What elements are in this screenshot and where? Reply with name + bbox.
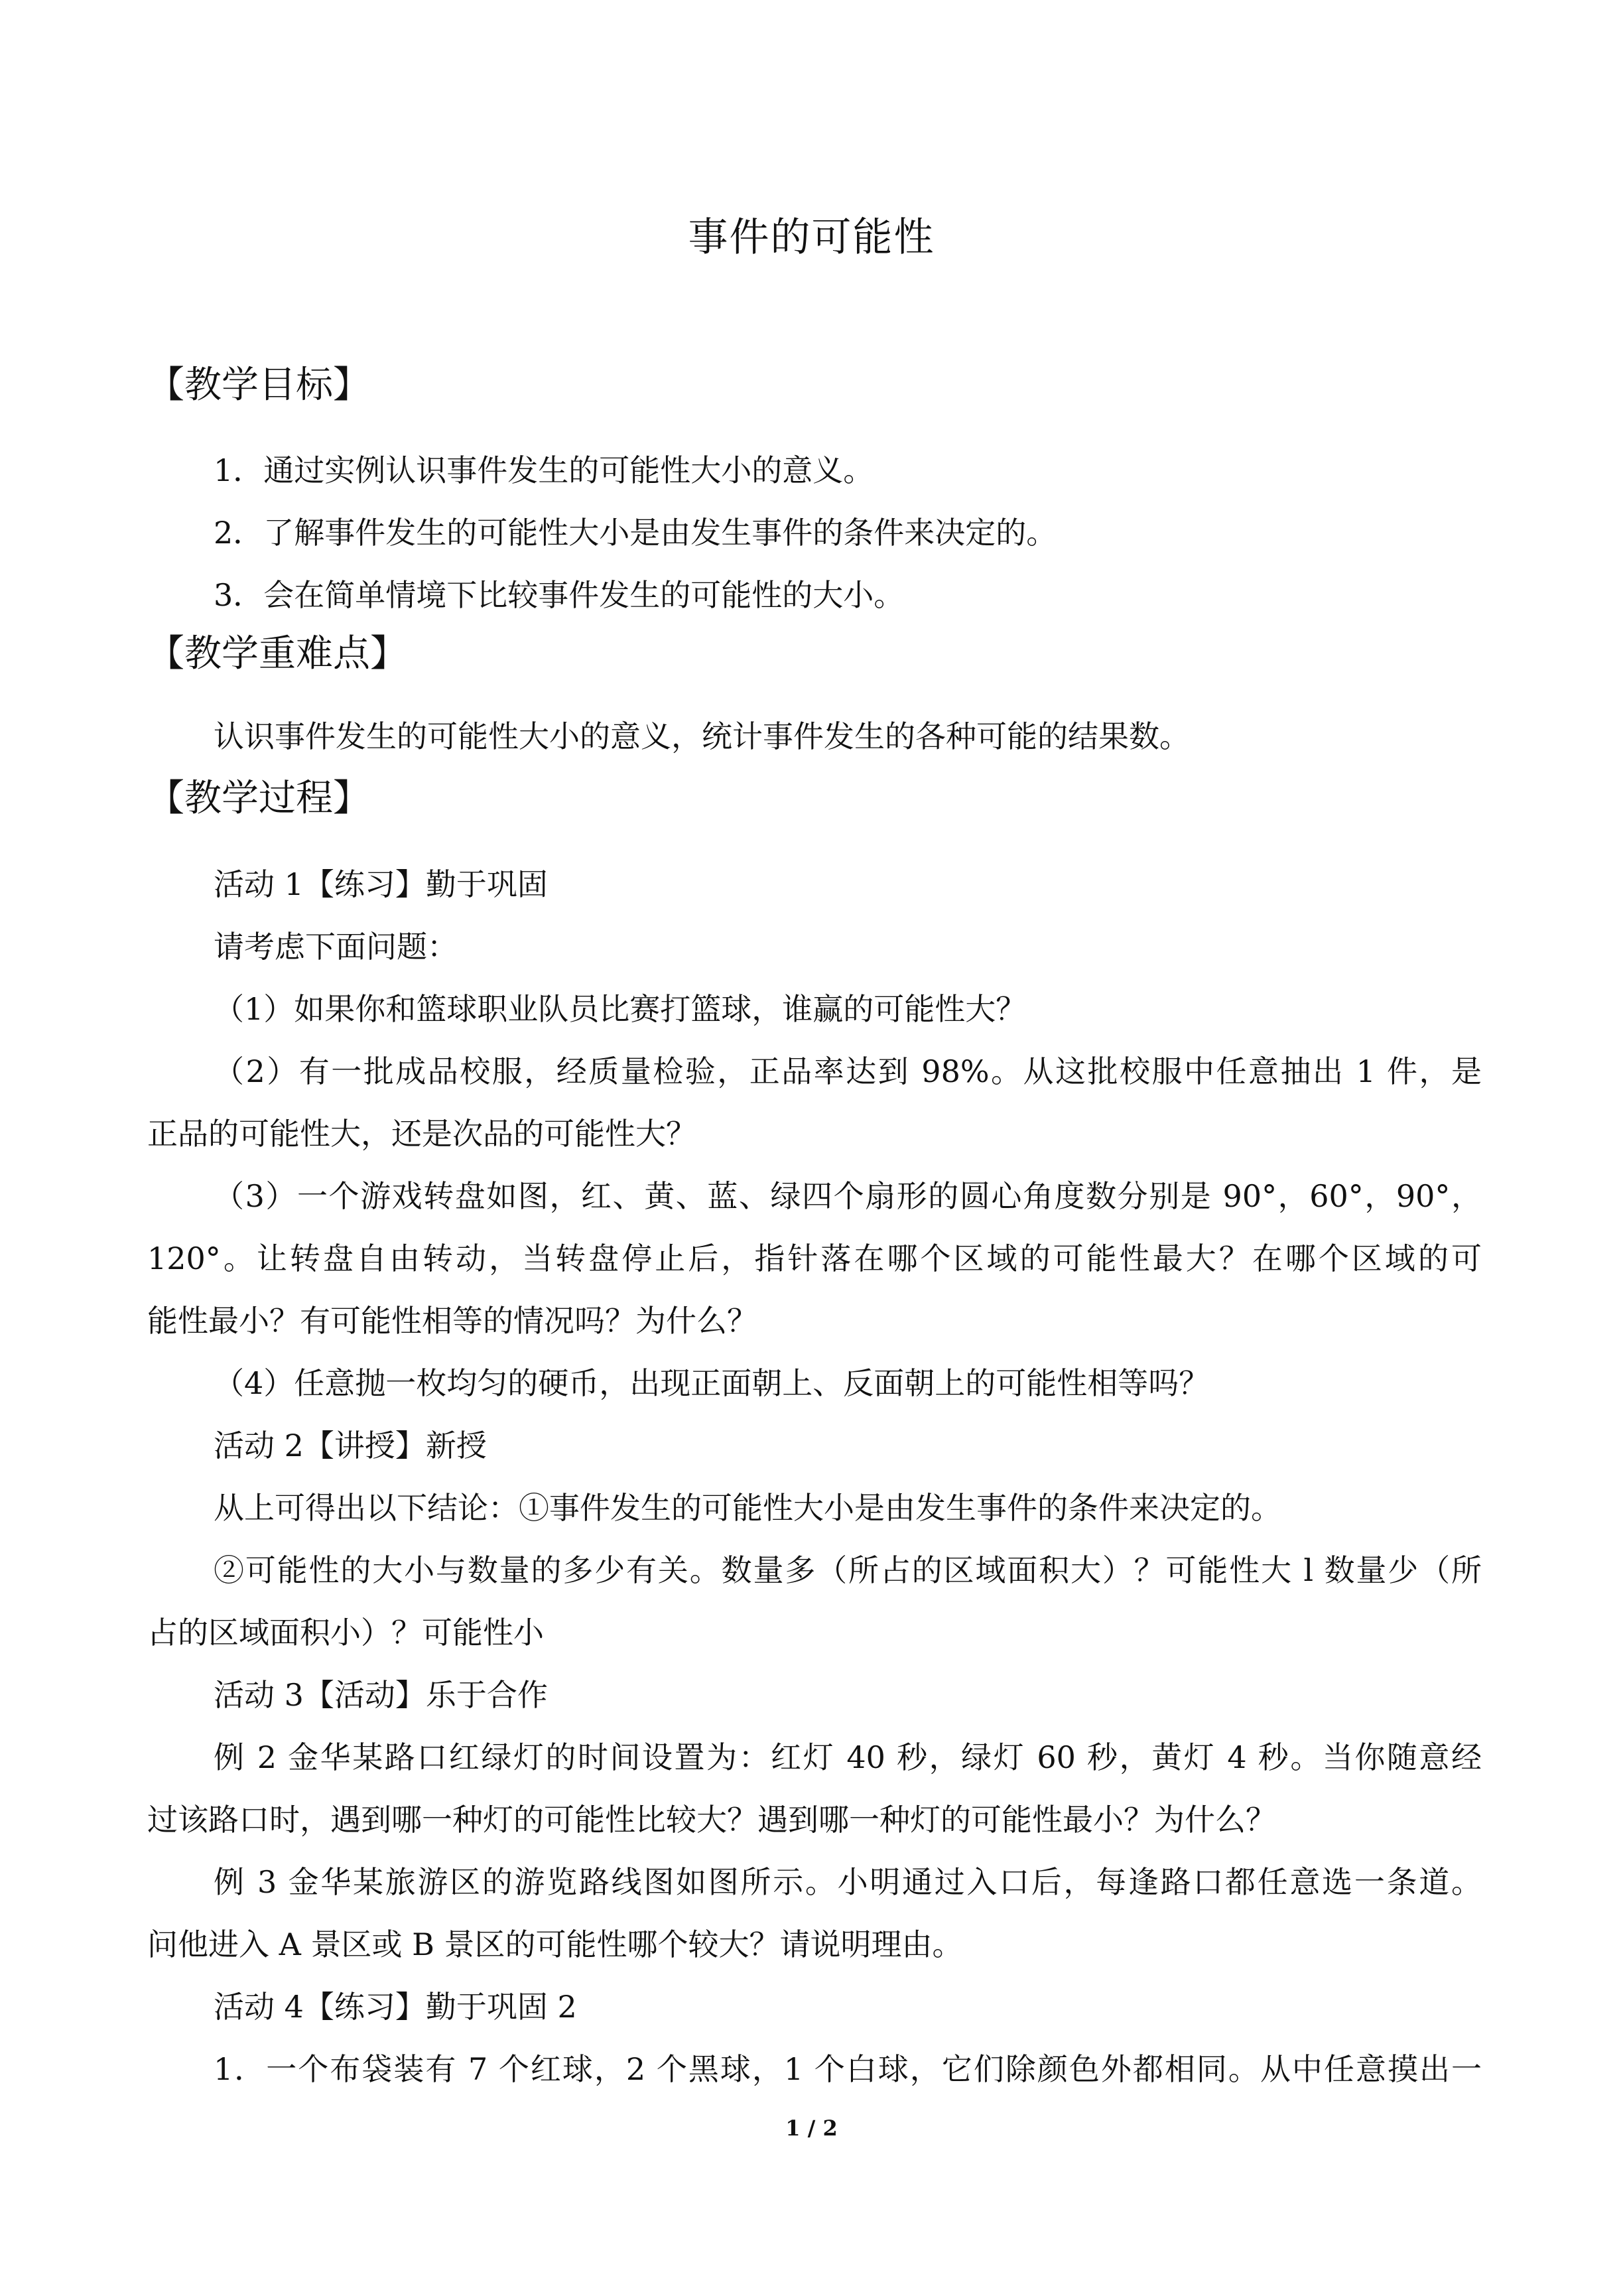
question-3-line-3: 能性最小？有可能性相等的情况吗？为什么？ (147, 1303, 757, 1339)
question-2-line-2: 正品的可能性大，还是次品的可能性大？ (147, 1116, 696, 1152)
practice-1-line-1: 1．一个布袋装有 7 个红球，2 个黑球，1 个白球，它们除颜色外都相同。从中任意摸出一 (214, 2051, 1482, 2087)
question-1: （1）如果你和篮球职业队员比赛打篮球，谁赢的可能性大？ (214, 991, 1027, 1027)
question-3-line-2: 120°。让转盘自由转动，当转盘停止后，指针落在哪个区域的可能性最大？在哪个区域的可 (147, 1241, 1482, 1276)
example-2-line-2: 过该路口时，遇到哪一种灯的可能性比较大？遇到哪一种灯的可能性最小？为什么？ (147, 1802, 1276, 1838)
conclusion-2-line-1: ②可能性的大小与数量的多少有关。数量多（所占的区域面积大）？可能性大 l 数量少（所 (214, 1552, 1482, 1588)
consider-line: 请考虑下面问题： (214, 929, 458, 965)
activity-4-title: 活动 4【练习】勤于巩固 2 (214, 1989, 577, 2025)
heading-objectives: 【教学目标】 (147, 364, 370, 407)
activity-1-title: 活动 1【练习】勤于巩固 (214, 866, 548, 902)
activity-3-title: 活动 3【活动】乐于合作 (214, 1677, 548, 1713)
conclusion-1: 从上可得出以下结论：①事件发生的可能性大小是由发生事件的条件来决定的。 (214, 1490, 1281, 1526)
example-3-line-1: 例 3 金华某旅游区的游览路线图如图所示。小明通过入口后，每逢路口都任意选一条道。 (214, 1864, 1482, 1900)
question-3-line-1: （3）一个游戏转盘如图，红、黄、蓝、绿四个扇形的圆心角度数分别是 90°，60°，90°， (214, 1178, 1482, 1214)
objective-2: 2．了解事件发生的可能性大小是由发生事件的条件来决定的。 (214, 515, 1057, 551)
heading-process: 【教学过程】 (147, 777, 370, 820)
conclusion-2-line-2: 占的区域面积小）？可能性小 (147, 1615, 544, 1651)
document-title: 事件的可能性 (688, 214, 935, 261)
question-4: （4）任意抛一枚均匀的硬币，出现正面朝上、反面朝上的可能性相等吗？ (214, 1365, 1210, 1401)
objective-3: 3．会在简单情境下比较事件发生的可能性的大小。 (214, 577, 905, 613)
question-2-line-1: （2）有一批成品校服，经质量检验，正品率达到 98%。从这批校服中任意抽出 1 件，是 (214, 1053, 1482, 1089)
example-2-line-1: 例 2 金华某路口红绿灯的时间设置为：红灯 40 秒，绿灯 60 秒，黄灯 4 秒。当你随意经 (214, 1739, 1482, 1775)
example-3-line-2: 问他进入 A 景区或 B 景区的可能性哪个较大？请说明理由。 (147, 1926, 963, 1962)
key-point-1: 认识事件发生的可能性大小的意义，统计事件发生的各种可能的结果数。 (214, 718, 1190, 754)
page-number: 1 / 2 (785, 2116, 838, 2141)
objective-1: 1．通过实例认识事件发生的可能性大小的意义。 (214, 452, 874, 488)
activity-2-title: 活动 2【讲授】新授 (214, 1428, 487, 1463)
heading-key-points: 【教学重难点】 (147, 632, 407, 675)
